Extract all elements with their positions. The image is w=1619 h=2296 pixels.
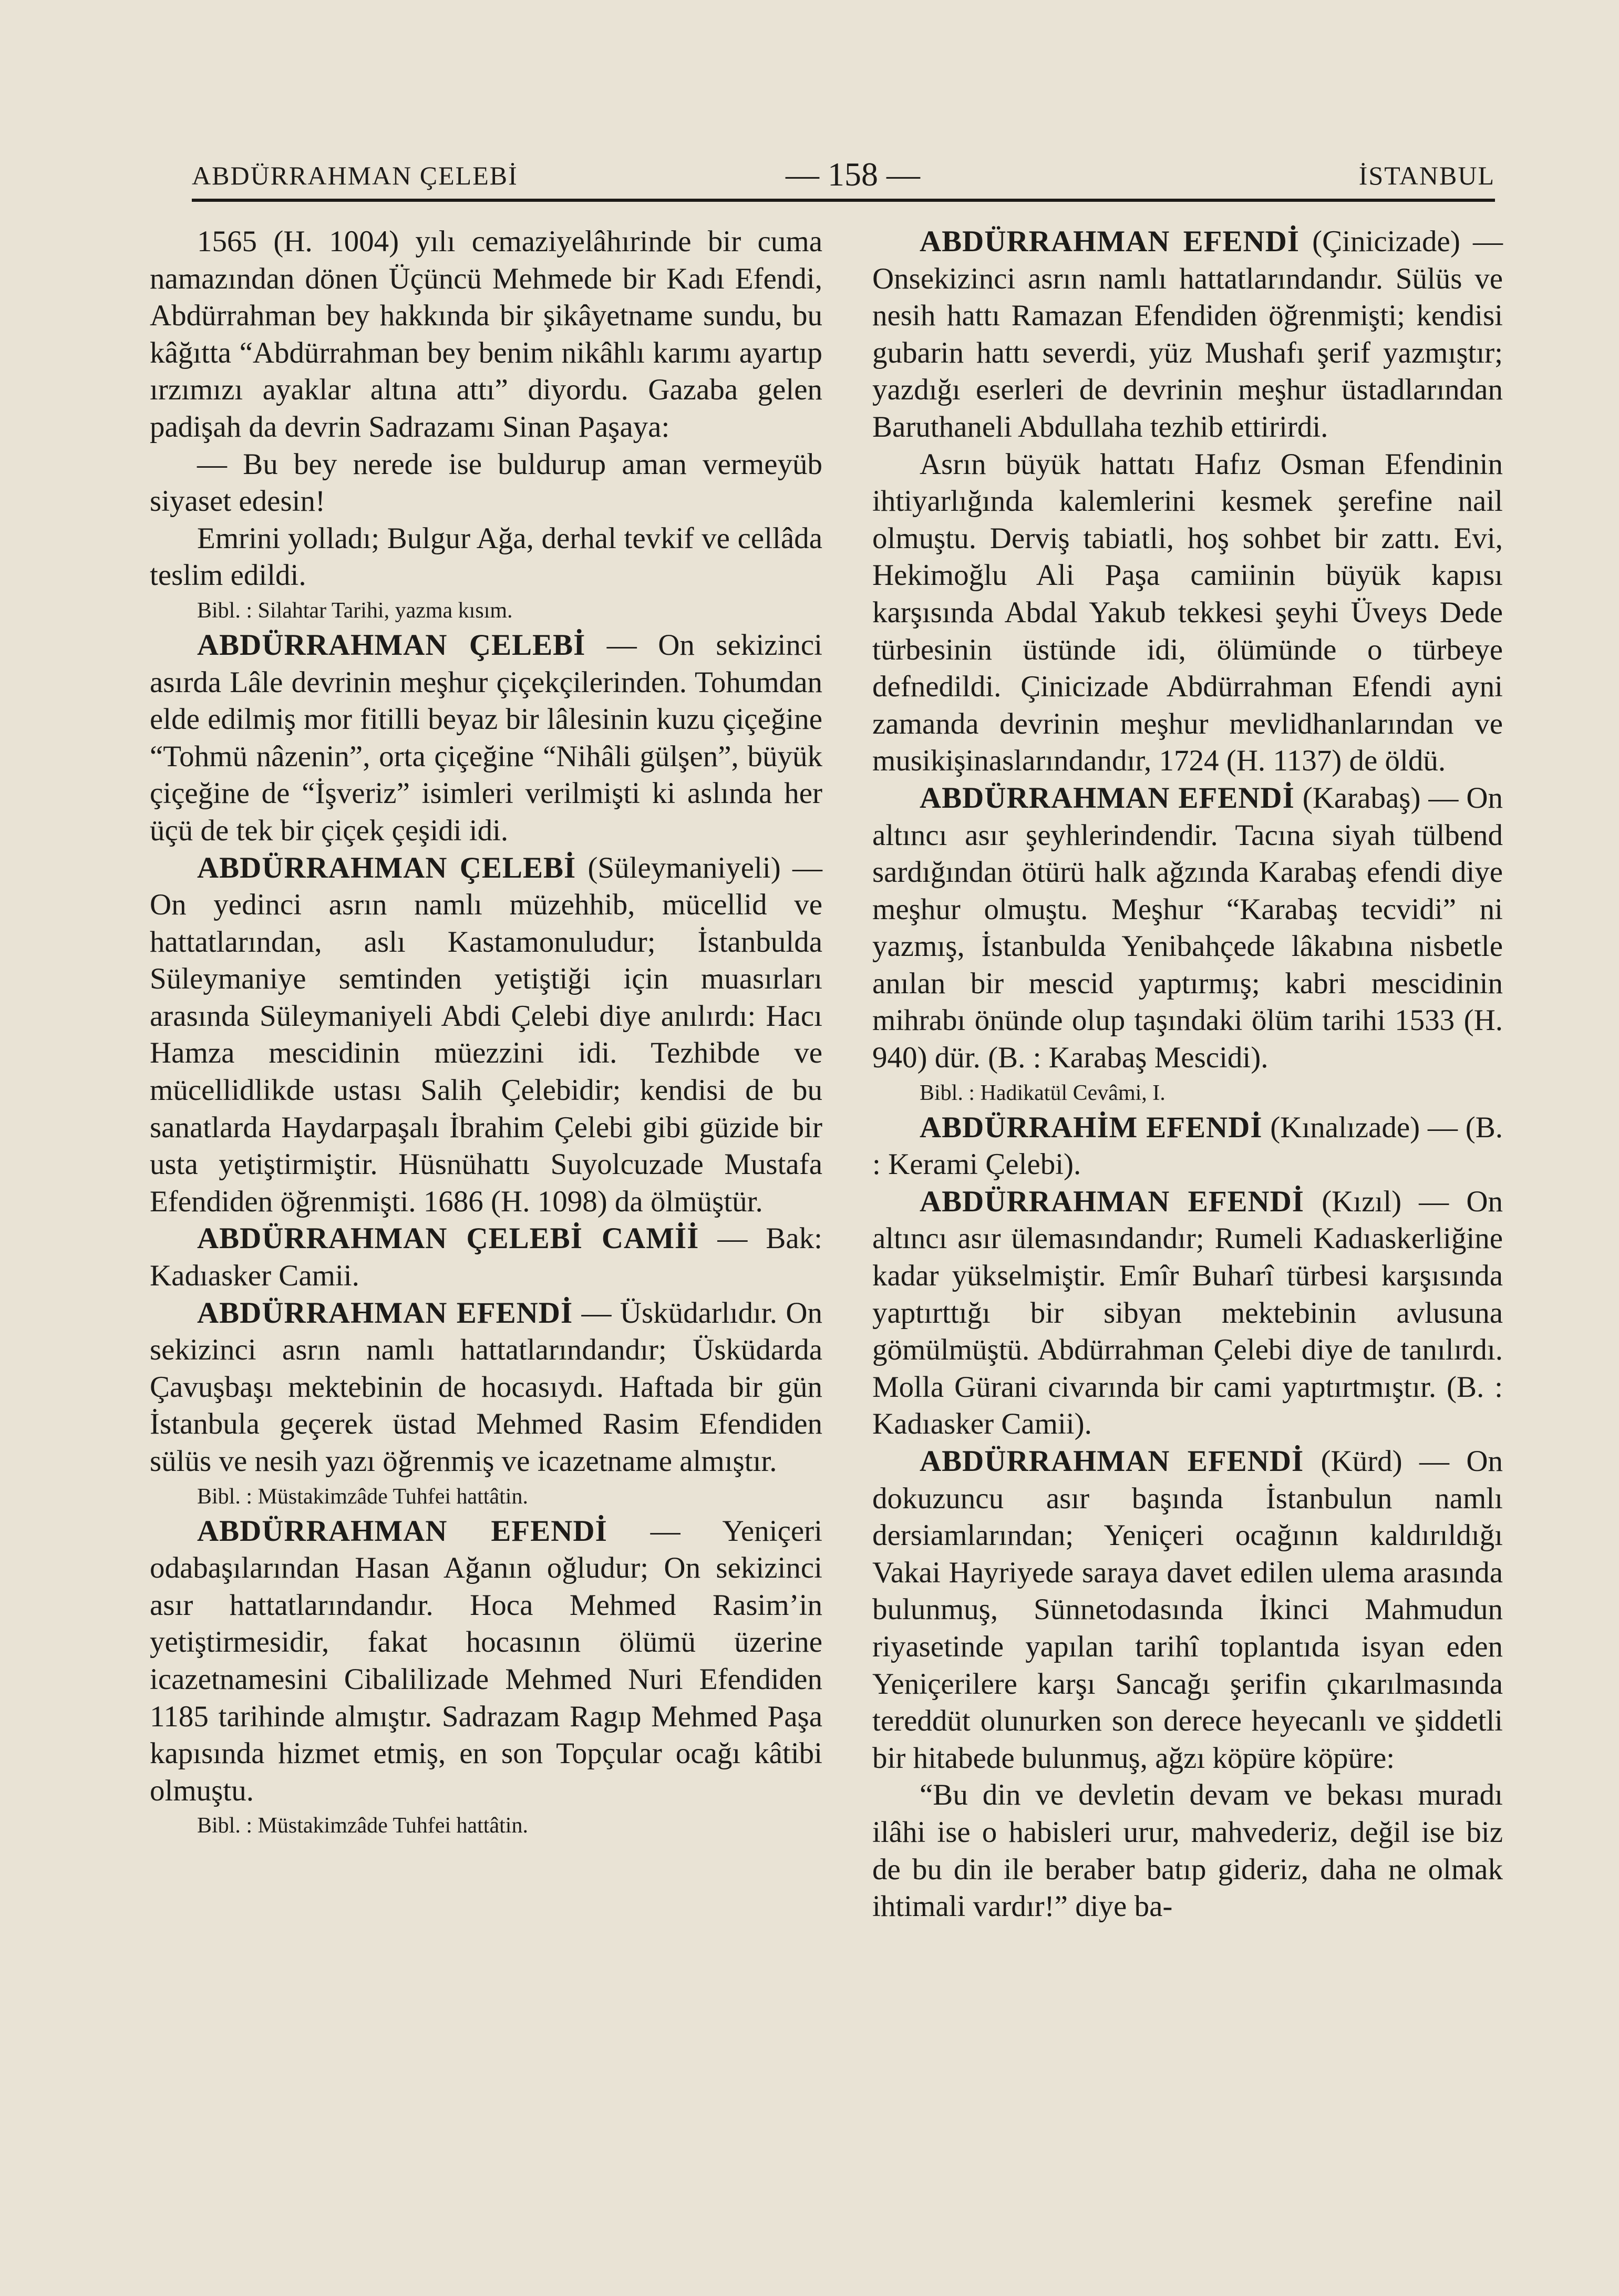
paragraph: “Bu din ve devletin devam ve bekası muradı ilâhi ise o habisleri urur, mahvederiz, değil ise biz de bu din ile beraber batıp gideriz, daha ne olmak ihtimali vardır!” diye ba- [872, 1778, 1503, 1923]
entry-text: — Yeniçeri odabaşılarından Hasan Ağanın oğludur; On sekizinci asır hattatlarındandır. Hoca Mehmed Rasim’in yetiştirmesidir, fakat hocasının ölümü üzerine icazetnamesini Cibalilizade Mehmed Nuri Efendiden 1185 tarihinde almıştır. Sadrazam Ragıp Mehmed Paşa kapısında hizmet etmiş, en son Topçular ocağı kâtibi olmuştu. [150, 1514, 822, 1807]
entry-text: — Üsküdarlıdır. On sekizinci asrın namlı hattatlarındandır; Üsküdarda Çavuşbaşı mektebinin de hocasıydı. Haftada bir gün İstanbula geçerek üstad Mehmed Rasim Efendiden sülüs ve nesih yazı öğrenmiş ve icazetname almıştır. [150, 1296, 823, 1478]
entry-text: (Çinicizade) — Onsekizinci asrın namlı hattatlarındandır. Sülüs ve nesih hattı Ramazan Efendiden öğrenmişti; kendisi gubarin hattı severdi, yüz Mushafı şerif yazmıştır; yazdığı eserleri de devrinin meşhur üstadlarından Baruthaneli Abdullaha tezhib ettirirdi. [872, 225, 1503, 444]
bibliography-note: Bibl. : Müstakimzâde Tuhfei hattâtin. [197, 1814, 528, 1838]
paragraph: Emrini yolladı; Bulgur Ağa, derhal tevkif ve cellâda teslim edildi. [150, 521, 822, 592]
entry-headword: ABDÜRRAHMAN EFENDİ [197, 1514, 607, 1548]
encyclopedia-entry [872, 1109, 1503, 1183]
entry-headword: ABDÜRRAHMAN EFENDİ [920, 781, 1295, 815]
encyclopedia-entry [150, 1220, 822, 1294]
bibliography-note: Bibl. : Silahtar Tarihi, yazma kısım. [197, 598, 513, 623]
encyclopedia-entry [150, 1513, 822, 1810]
paragraph: 1565 (H. 1004) yılı cemaziyelâhırinde bir cuma namazından dönen Üçüncü Mehmede bir Kadı Efendi, Abdürrahman bey hakkında bir şikâyetname sundu, bu kâğıtta “Abdürrahman bey benim nikâhlı karımı ayartıp ırzımızı ayaklar altına attı” diyordu. Gazaba gelen padişah da devrin Sadrazamı Sinan Paşaya: [150, 225, 822, 444]
paragraph: — Bu bey nerede ise buldurup aman vermeyüb siyaset edesin! [150, 447, 822, 518]
entry-headword: ABDÜRRAHMAN ÇELEBİ CAMİİ [197, 1222, 699, 1255]
entry-headword: ABDÜRRAHMAN EFENDİ [197, 1296, 573, 1330]
entry-text: (Süleymaniyeli) — On yedinci asrın namlı müzehhib, mücellid ve hattatlarından, aslı Kastamonuludur; İstanbulda Süleymaniye semtinden yetiştiği için muasırları arasında Süleymaniyeli Abdi Çelebi diye anılırdı: Hacı Hamza mescidinin müezzini idi. Tezhibde ve mücellidlikde ustası Salih Çelebidir; kendisi de bu sanatlarda Haydarpaşalı İbrahim Çelebi gibi güzide bir usta yetiştirmiştir. Hüsnühattı Suyolcuzade Mustafa Efendiden öğrenmişti. 1686 (H. 1098) da ölmüştür. [150, 851, 822, 1218]
paragraph: Asrın büyük hattatı Hafız Osman Efendinin ihtiyarlığında kalemlerini kesmek şerefine nail olmuştu. Derviş tabiatli, hoş sohbet bir zattı. Evi, Hekimoğlu Ali Paşa camiinin büyük kapısı karşısında Abdal Yakub tekkesi şeyhi Üveys Dede türbesinin üstünde idi, ölümünde o türbeye defnedildi. Çinicizade Abdürrahman Efendi ayni zamanda devrinin meşhur mevlidhanlarından ve musikişinaslarındandır, 1724 (H. 1137) de öldü. [872, 447, 1503, 778]
entry-headword: ABDÜRRAHMAN EFENDİ [920, 1445, 1304, 1478]
entry-text: (Kınalızade) — (B. : Kerami Çelebi). [872, 1110, 1503, 1181]
right-column [872, 223, 1503, 1926]
entry-text: — On sekizinci asırda Lâle devrinin meşhur çiçekçilerinden. Tohumdan elde edilmiş mor fitilli beyaz bir lâlesinin kuzu çiçeğine “Tohmü nâzenin”, orta çiçeğine “Nihâli gülşen”, büyük çiçeğine de “İşveriz” isimleri verilmişti ki aslında her üçü de tek bir çiçek çeşidi idi. [150, 628, 822, 847]
entry-text: (Karabaş) — On altıncı asır şeyhlerindendir. Tacına siyah tülbend sardığından ötürü halk ağzında Karabaş efendi diye meşhur olmuştu. Meşhur “Karabaş tecvidi” ni yazmış, İstanbulda Yenibahçede lâkabına nisbetle anılan bir mescid yaptırmış; kabri mescidinin mihrabı önünde olup taşındaki ölüm tarihi 1533 (H. 940) dür. (B. : Karabaş Mescidi). [872, 781, 1503, 1075]
left-column [150, 223, 822, 1842]
entry-headword: ABDÜRRAHMAN EFENDİ [920, 225, 1300, 258]
entry-text: (Kürd) — On dokuzuncu asır başında İstanbulun namlı dersiamlarından; Yeniçeri ocağının kaldırıldığı Vakai Hayriyede saraya davet edilen ulema arasında bulunmuş, Sünnetodasında İkinci Mahmudun riyasetinde yapılan tarihî toplantıda isyan eden Yeniçerilere karşı Sancağı şerifin çıkarılmasında tereddüt olunurken son derece heyecanlı ve şiddetli bir hitabede bulunmuş, ağzı köpüre köpüre: [872, 1445, 1503, 1775]
header-entry-title: ABDÜRRAHMAN ÇELEBİ [192, 161, 518, 190]
header-section: İSTANBUL [1358, 161, 1495, 190]
encyclopedia-entry [872, 1443, 1503, 1777]
encyclopedia-entry [872, 223, 1503, 446]
entry-headword: ABDÜRRAHMAN EFENDİ [920, 1185, 1304, 1218]
encyclopedia-entry [150, 1295, 822, 1480]
entry-headword: ABDÜRRAHMAN ÇELEBİ [197, 851, 576, 884]
header-rule [192, 199, 1495, 202]
running-head [192, 150, 1495, 202]
bibliography-note: Bibl. : Hadikatül Cevâmi, I. [920, 1080, 1166, 1105]
encyclopedia-entry [150, 850, 822, 1221]
encyclopedia-entry [872, 780, 1503, 1077]
encyclopedia-entry [150, 627, 822, 850]
bibliography-note: Bibl. : Müstakimzâde Tuhfei hattâtin. [197, 1484, 528, 1509]
entry-headword: ABDÜRRAHİM EFENDİ [920, 1110, 1263, 1144]
page-number: — 158 — [786, 156, 920, 193]
encyclopedia-entry [872, 1183, 1503, 1443]
entry-text: (Kızıl) — On altıncı asır ülemasındandır; Rumeli Kadıaskerliğine kadar yükselmiştir. Emîr Buharî türbesi karşısında yaptırttığı bir sibyan mektebinin avlusuna gömülmüştü. Abdürrahman Çelebi diye de tanılırdı. Molla Gürani civarında bir cami yaptırtmıştır. (B. : Kadıasker Camii). [872, 1185, 1503, 1441]
entry-headword: ABDÜRRAHMAN ÇELEBİ [197, 628, 586, 662]
entry-text: — Bak: Kadıasker Camii. [150, 1222, 822, 1293]
